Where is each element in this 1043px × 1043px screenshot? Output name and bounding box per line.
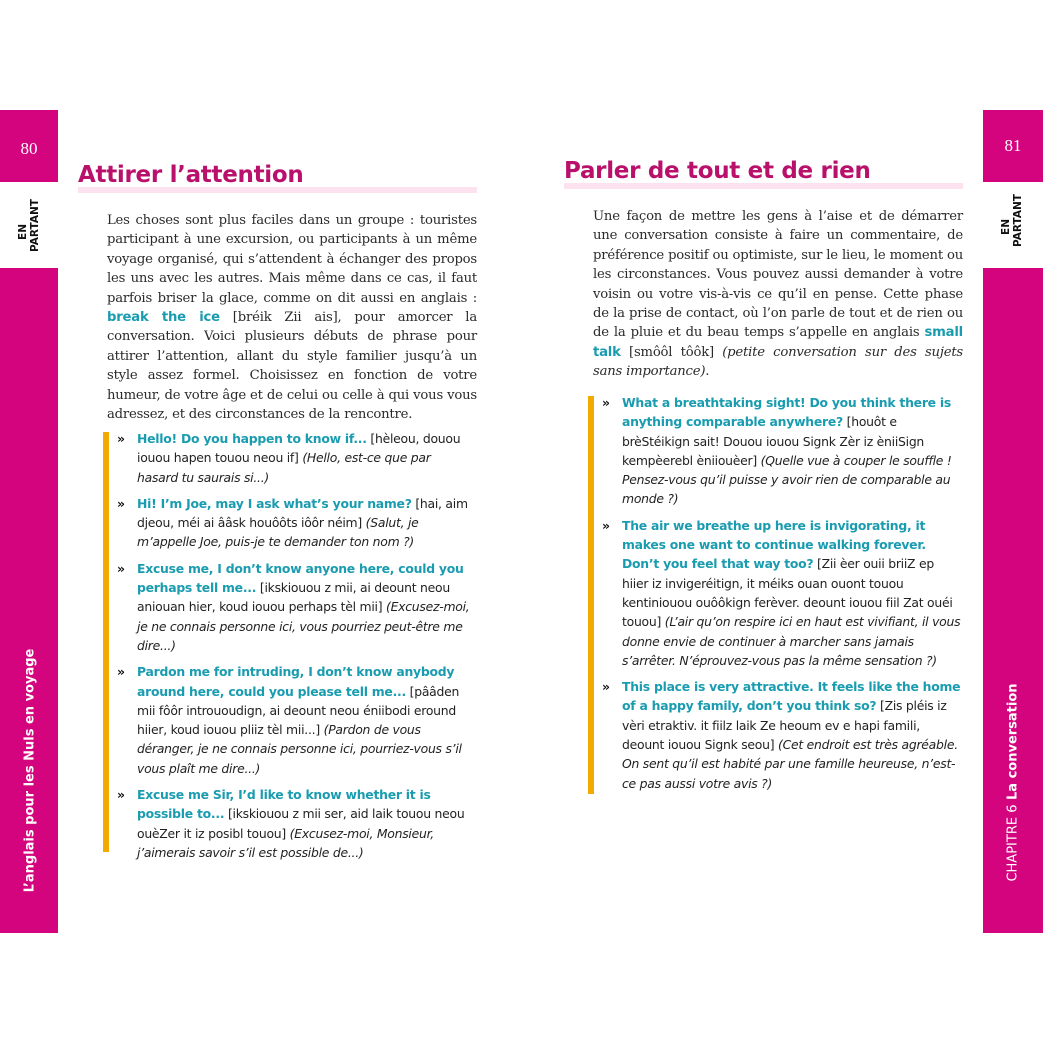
right-intro-text-1: Une façon de mettre les gens à l’aise et de démarrer une conversation consiste à faire un commentaire, de préférence positif ou optimiste, sur le lieu, le moment ou les circonstances. Vous pouvez aussi demander à votre voisin ou votre vis-à-vis ce qu’il en pense. Cette phase de la prise de contact, où l’on parle de tout et de rien ou de la pluie et du beau temps s’appelle en anglais [593, 209, 963, 341]
item-pronunciation: [houôt e brèStéikign sait! Douou iouou Signk Zèr iz èniiSign kempèerebl èniiouèer] [622, 414, 925, 468]
right-section-tab-label: EN PARTANT [1000, 194, 1024, 247]
right-examples-list [602, 393, 963, 800]
right-intro-text-3: . [705, 364, 710, 380]
item-english: What a breathtaking sight! Do you think there is anything comparable anywhere? [622, 395, 952, 430]
left-spine-title: L’anglais pour les Nuls en voyage [22, 648, 38, 893]
double-chevron-icon: » [602, 395, 610, 410]
item-translation: (Quelle vue à couper le souffle ! Pensez-vous qu’il puisse y avoir rien de comparable au monde ?) [622, 452, 952, 507]
item-translation: (Excusez-moi, je ne connais personne ici, vous pourriez peut-être me dire...) [137, 599, 470, 653]
list-item [117, 494, 473, 552]
item-translation: (Salut, je m’appelle Joe, puis-je te demander ton nom ?) [137, 515, 419, 550]
right-spine-chapter: CHAPITRE 6 [1005, 804, 1021, 882]
right-intro-keyword: small talk [593, 325, 963, 360]
item-english: Pardon me for intruding, I don’t know anybody around here, could you please tell me... [137, 664, 455, 699]
right-intro-italic: (petite conversation sur des sujets sans importance) [593, 344, 963, 380]
item-pronunciation: [ikskiouou z mii ser, aid laik touou neou ouèZer it iz posibl touou] [137, 806, 465, 841]
left-page-title: Attirer l’attention [78, 162, 304, 188]
left-intro-keyword: break the ice [107, 310, 220, 326]
item-translation: (Hello, est-ce que par hasard tu saurais si...) [137, 450, 431, 485]
double-chevron-icon: » [117, 560, 125, 576]
list-item [117, 429, 473, 487]
item-english: Hello! Do you happen to know if... [137, 431, 367, 446]
list-item [602, 677, 963, 793]
item-pronunciation: [Zii èer ouii briiZ ep hiier iz invigeréitign, it méiks ouan ouont touou kentiniouou ouôôkign ferèver. deount iouou fiil Zat ouéi touou] [622, 556, 953, 630]
item-pronunciation: [hèleou, douou iouou hapen touou neou if] [137, 431, 461, 466]
item-english: The air we breathe up here is invigorating, it makes one want to continue walking forever. Don’t you feel that way too? [622, 517, 926, 572]
item-translation: (Excusez-moi, Monsieur, j’aimerais savoir s’il est possible de...) [137, 825, 435, 860]
item-pronunciation: [ikskiouou z mii, ai deount neou aniouan hier, koud iouou perhaps tèl mii] [137, 580, 450, 615]
item-pronunciation: [Zis pléis iz vèri etraktiv. it fiilz laik Ze heoum ev e hapi famili, deount iouou Signk seou] [622, 698, 947, 753]
item-translation: (Pardon de vous déranger, je ne connais personne ici, pourriez-vous s’il vous plaît me dire...) [137, 722, 462, 776]
right-intro-text-2: [smôôl tôôk] [620, 344, 723, 360]
double-chevron-icon: » [117, 787, 125, 803]
item-pronunciation: [hai, aim djeou, méi ai ââsk houôôts iôôr néim] [137, 495, 468, 531]
left-intro-text-1: Les choses sont plus faciles dans un groupe : touristes participant à une excursion, ou participants à un même voyage organisé, qui s’attendent à échanger des propos les uns avec les autres. Mais même dans ce cas, il faut parfois briser la glace, comme on dit aussi en anglais : [107, 213, 477, 306]
left-intro-paragraph [107, 211, 477, 424]
list-item [602, 516, 963, 670]
item-translation: (Cet endroit est très agréable. On sent qu’il est habité par une famille heureuse, n’est-ce pas aussi votre avis ?) [622, 737, 958, 791]
list-item [117, 662, 473, 778]
right-page-title: Parler de tout et de rien [564, 158, 871, 184]
double-chevron-icon: » [602, 679, 610, 695]
item-english: Excuse me Sir, I’d like to know whether it is possible to... [137, 787, 431, 822]
list-item [117, 559, 473, 655]
item-english: Hi! I’m Joe, may I ask what’s your name? [137, 495, 412, 511]
double-chevron-icon: » [117, 431, 125, 446]
left-intro-text-2: [bréik Zii ais], pour amorcer la conversation. Voici plusieurs débuts de phrase pour attirer l’attention, allant du style familier jusqu’à un style assez formel. Choisissez en fonction de votre humeur, de votre âge et de celui ou celle à qui vous vous adressez, et des circonstances de la rencontre. [107, 310, 477, 423]
item-english: Excuse me, I don’t know anyone here, could you perhaps tell me... [137, 560, 464, 596]
right-page-number: 81 [1004, 136, 1022, 155]
left-examples-list [117, 429, 473, 869]
right-spine-title: La conversation [1005, 683, 1021, 800]
item-translation: (L’air qu’on respire ici en haut est vivifiant, il vous donne envie de continuer à marcher sans jamais s’arrêter. N’éprouvez-vous pas la même sensation ?) [622, 614, 961, 668]
double-chevron-icon: » [117, 495, 125, 511]
item-english: This place is very attractive. It feels like the home of a happy family, don’t you think so? [622, 679, 961, 714]
right-spine-text [1006, 623, 1021, 943]
list-item [117, 785, 473, 862]
item-pronunciation: [pââden mii fôôr intrououdign, ai deount neou éniibodi eround hiier, koud iouou pliiz tèl mii...] [137, 683, 460, 738]
right-examples-bar [588, 396, 594, 794]
double-chevron-icon: » [117, 664, 125, 680]
right-intro-paragraph [593, 207, 963, 382]
double-chevron-icon: » [602, 517, 610, 533]
left-examples-bar [103, 432, 109, 852]
list-item [602, 393, 963, 509]
left-page-number: 80 [20, 139, 38, 158]
left-section-tab-label: EN PARTANT [17, 199, 41, 252]
